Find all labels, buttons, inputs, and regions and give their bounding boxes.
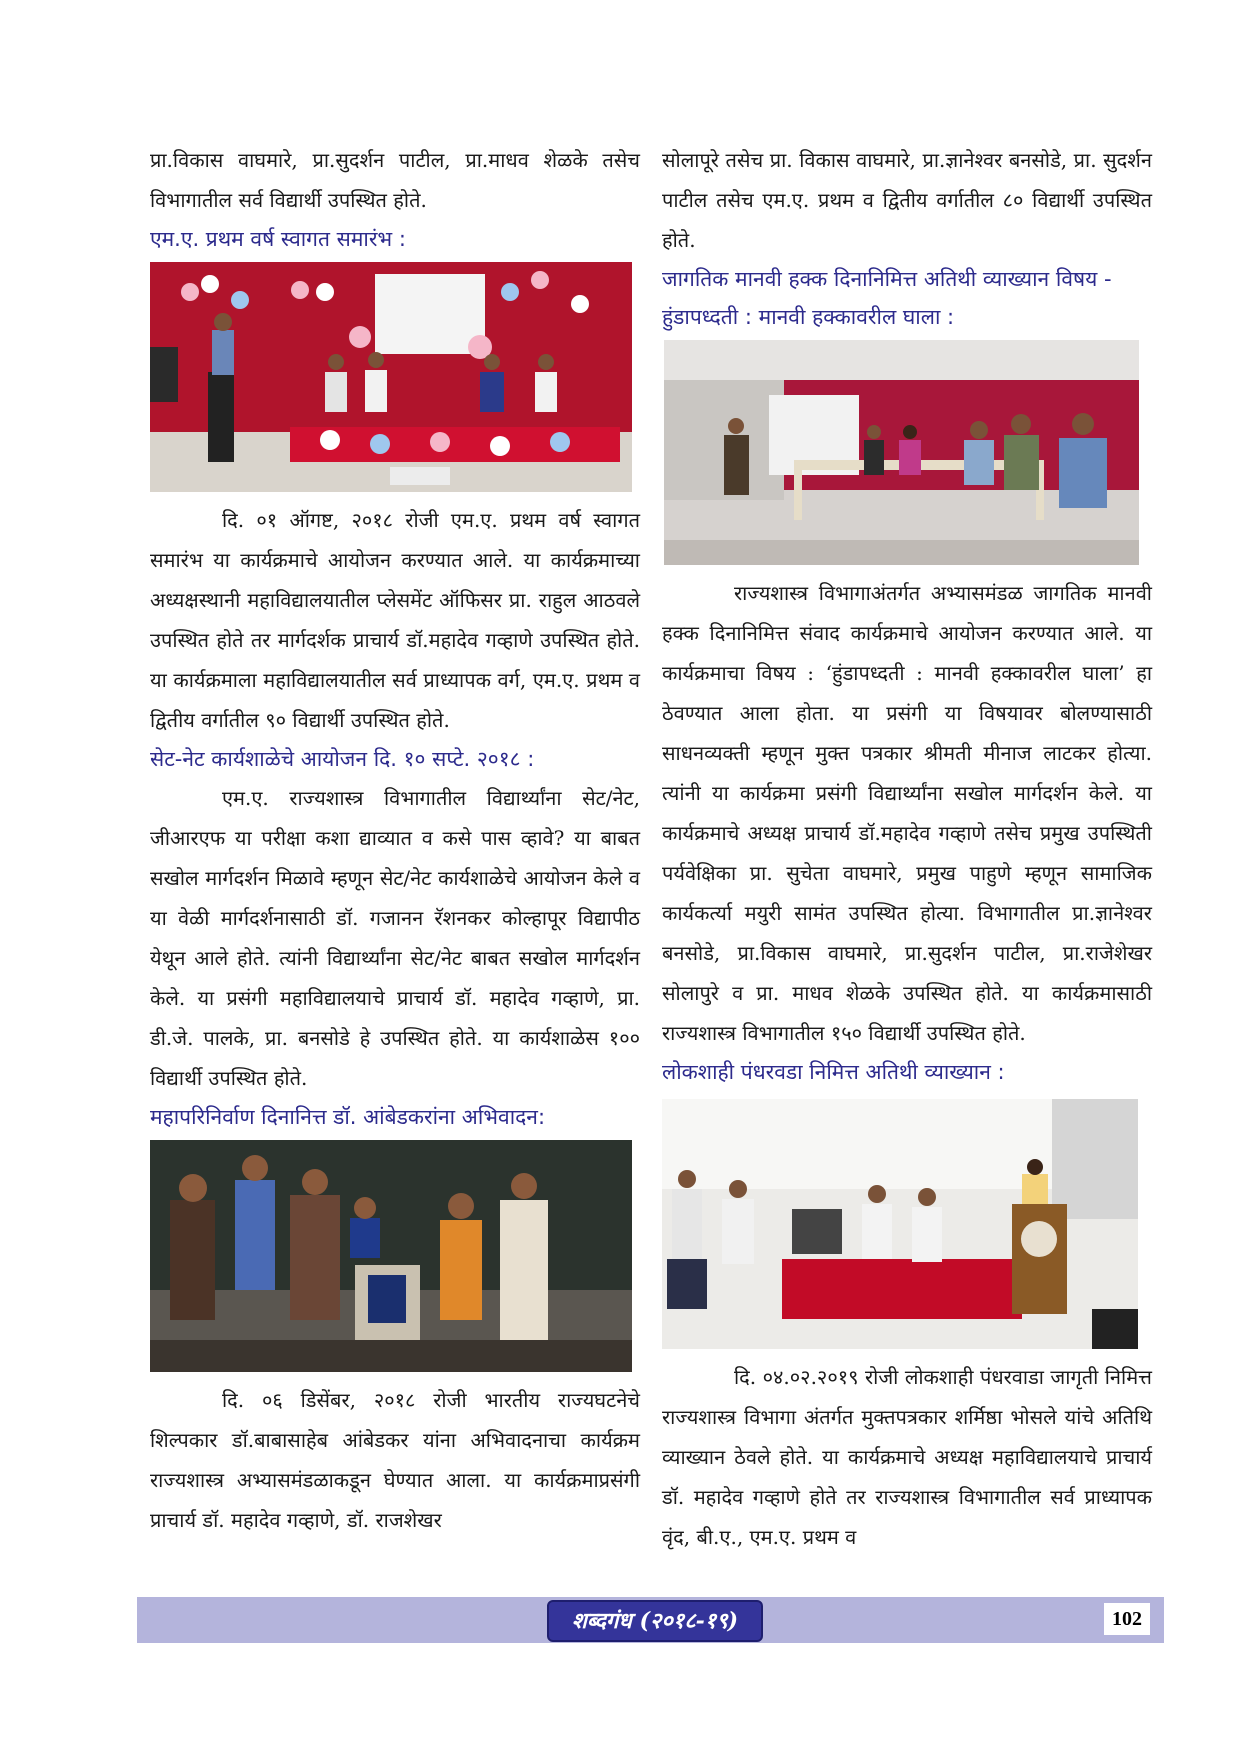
page-number: 102	[1104, 1603, 1150, 1635]
heading-democracy-fortnight: लोकशाही पंधरवडा निमित्त अतिथी व्याख्यान :	[662, 1060, 1005, 1084]
paragraph-democracy-fortnight: दि. ०४.०२.२०१९ रोजी लोकशाही पंधरवाडा जागृती निमित्त राज्यशास्त्र विभागा अंतर्गत मुक्तपत्रकार शर्मिष्ठा भोसले यांचे अतिथि व्याख्यान ठेवले होते. या कार्यक्रमाचे अध्यक्ष महाविद्यालयाचे प्राचार्य डॉ. महादेव गव्हाणे होते तर राज्यशास्त्र विभागातील सर्व प्राध्यापक वृंद, बी.ए., एम.ए. प्रथम व	[662, 1365, 1152, 1549]
heading-welcome-ceremony: एम.ए. प्रथम वर्ष स्वागत समारंभ :	[150, 227, 406, 251]
photo-welcome-ceremony-image	[150, 262, 632, 492]
heading-ambedkar-tribute: महापरिनिर्वाण दिनानित्त डॉ. आंबेडकरांना अभिवादन:	[150, 1105, 546, 1129]
paragraph-set-net-workshop: एम.ए. राज्यशास्त्र विभागातील विद्यार्थ्यांना सेट/नेट, जीआरएफ या परीक्षा कशा द्याव्यात व कसे पास व्हावे? या बाबत सखोल मार्गदर्शन मिळावे म्हणून सेट/नेट कार्यशाळेचे आयोजन केले व या वेळी मार्गदर्शनासाठी डॉ. गजानन रॅशनकर कोल्हापूर विद्यापीठ येथून आले होते. त्यांनी विद्यार्थ्यांना सेट/नेट बाबत सखोल मार्गदर्शन केले. या प्रसंगी महाविद्यालयाचे प्राचार्य डॉ. महादेव गव्हाणे, प्रा. डी.जे. पालके, प्रा. बनसोडे हे उपस्थित होते. या कार्यशाळेस १०० विद्यार्थी उपस्थित होते.	[150, 786, 640, 1090]
right-column	[662, 140, 1152, 1557]
left-column	[150, 140, 640, 1540]
heading-human-rights-lecture: जागतिक मानवी हक्क दिनानिमित्त अतिथी व्याख्यान विषय - हुंडापध्दती : मानवी हक्कावरील घाला :	[662, 267, 1112, 329]
photo-human-rights-lecture-image	[664, 340, 1139, 565]
photo-human-rights-lecture	[664, 340, 1139, 565]
photo-welcome-ceremony	[150, 262, 632, 492]
paragraph-human-rights-lecture: राज्यशास्त्र विभागाअंतर्गत अभ्यासमंडळ जागतिक मानवी हक्क दिनानिमित्त संवाद कार्यक्रमाचे आयोजन करण्यात आले. या कार्यक्रमाचा विषय : ‘हुंडापध्दती : मानवी हक्कावरील घाला’ हा ठेवण्यात आला होता. या प्रसंगी या विषयावर बोलण्यासाठी साधनव्यक्ती म्हणून मुक्त पत्रकार श्रीमती मीनाज लाटकर होत्या. त्यांनी या कार्यक्रमा प्रसंगी विद्यार्थ्यांना सखोल मार्गदर्शन केले. या कार्यक्रमाचे अध्यक्ष प्राचार्य डॉ.महादेव गव्हाणे तसेच प्रमुख उपस्थिती पर्यवेक्षिका प्रा. सुचेता वाघमारे, प्रमुख पाहुणे म्हणून सामाजिक कार्यकर्त्या मयुरी सामंत उपस्थित होत्या. विभागातील प्रा.ज्ञानेश्वर बनसोडे, प्रा.विकास वाघमारे, प्रा.सुदर्शन पाटील, प्रा.राजेशेखर सोलापुरे व प्रा. माधव शेळके उपस्थित होते. या कार्यक्रमासाठी राज्यशास्त्र विभागातील १५० विद्यार्थी उपस्थित होते.	[662, 581, 1152, 1045]
photo-democracy-fortnight	[662, 1099, 1138, 1349]
paragraph-left-1: प्रा.विकास वाघमारे, प्रा.सुदर्शन पाटील, प्रा.माधव शेळके तसेच विभागातील सर्व विद्यार्थी उपस्थित होते.	[150, 148, 640, 212]
paragraph-right-1: सोलापूरे तसेच प्रा. विकास वाघमारे, प्रा.ज्ञानेश्वर बनसोडे, प्रा. सुदर्शन पाटील तसेच एम.ए. प्रथम व द्वितीय वर्गातील ८० विद्यार्थी उपस्थित होते.	[662, 148, 1152, 252]
paragraph-ambedkar-tribute: दि. ०६ डिसेंबर, २०१८ रोजी भारतीय राज्यघटनेचे शिल्पकार डॉ.बाबासाहेब आंबेडकर यांना अभिवादनाचा कार्यक्रम राज्यशास्त्र अभ्यासमंडळाकडून घेण्यात आला. या कार्यक्रमाप्रसंगी प्राचार्य डॉ. महादेव गव्हाणे, डॉ. राजशेखर	[150, 1388, 640, 1532]
heading-set-net-workshop: सेट-नेट कार्यशाळेचे आयोजन दि. १० सप्टे. २०१८ :	[150, 747, 535, 771]
paragraph-welcome-ceremony: दि. ०१ ऑगष्ट, २०१८ रोजी एम.ए. प्रथम वर्ष स्वागत समारंभ या कार्यक्रमाचे आयोजन करण्यात आले. या कार्यक्रमाच्या अध्यक्षस्थानी महाविद्यालयातील प्लेसमेंट ऑफिसर प्रा. राहुल आठवले उपस्थित होते तर मार्गदर्शक प्राचार्य डॉ.महादेव गव्हाणे उपस्थित होते. या कार्यक्रमाला महाविद्यालयातील सर्व प्राध्यापक वर्ग, एम.ए. प्रथम व द्वितीय वर्गातील ९० विद्यार्थी उपस्थित होते.	[150, 508, 640, 732]
journal-title: शब्दगंध (२०१८-१९)	[547, 1600, 763, 1642]
photo-ambedkar-tribute	[150, 1140, 632, 1372]
footer-band	[137, 1597, 1164, 1643]
photo-democracy-fortnight-image	[662, 1099, 1138, 1349]
photo-ambedkar-tribute-image	[150, 1140, 632, 1372]
